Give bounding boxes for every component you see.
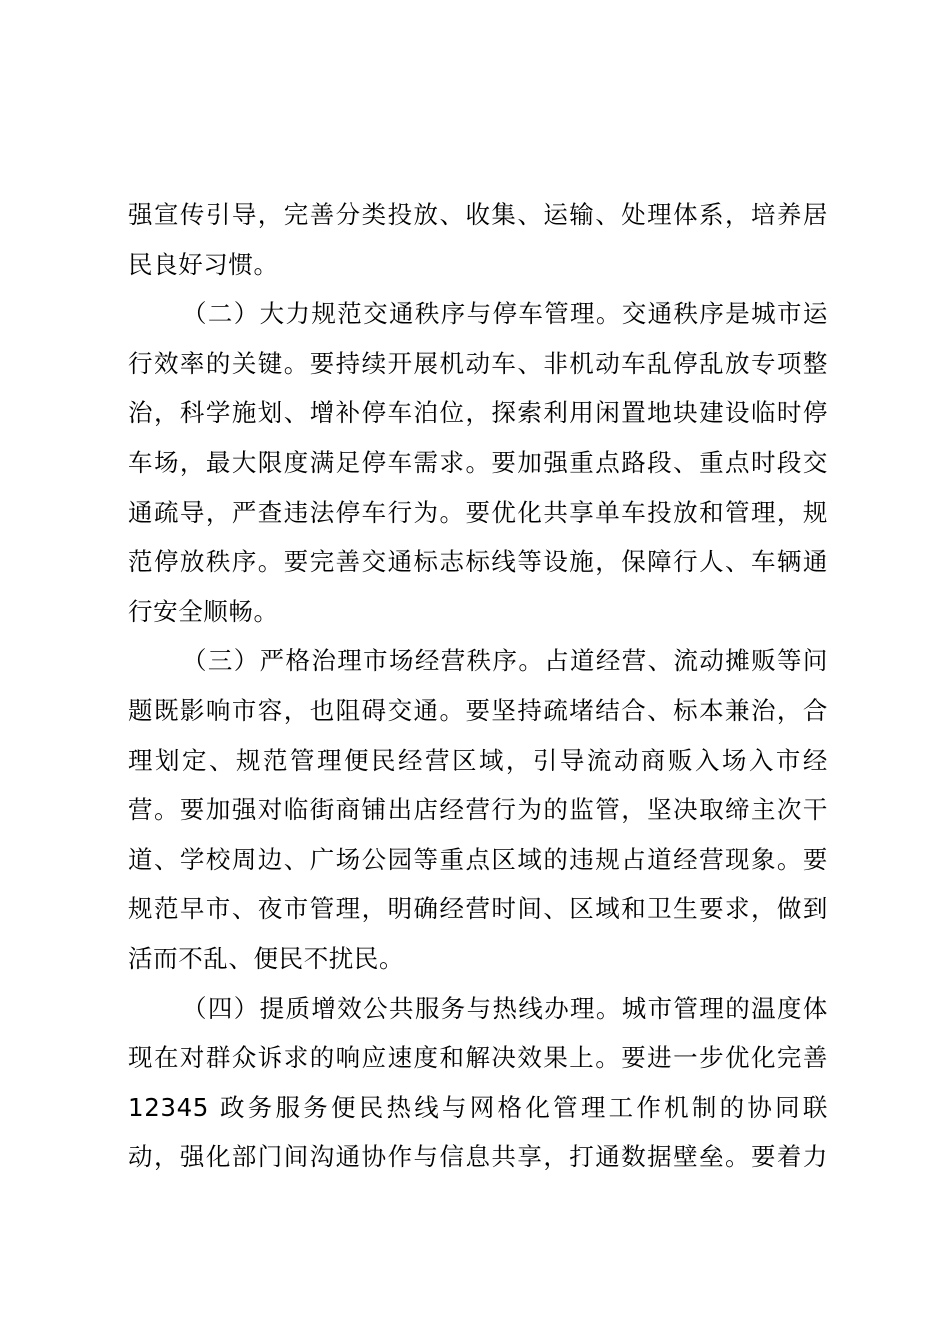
- text-line: 治，科学施划、增补停车泊位，探索利用闲置地块建设临时停: [128, 398, 828, 428]
- text-line: 道、学校周边、广场公园等重点区域的违规占道经营现象。要: [128, 844, 828, 874]
- text-line: 车场，最大限度满足停车需求。要加强重点路段、重点时段交: [128, 447, 828, 477]
- text-line: 通疏导，严查违法停车行为。要优化共享单车投放和管理，规: [128, 497, 828, 527]
- text-line: 12345 政务服务便民热线与网格化管理工作机制的协同联: [128, 1092, 828, 1122]
- text-line: 民良好习惯。: [128, 249, 279, 279]
- text-line: 现在对群众诉求的响应速度和解决效果上。要进一步优化完善: [128, 1043, 828, 1073]
- document-body: [128, 190, 828, 1182]
- section-heading-line: （三）严格治理市场经营秩序。占道经营、流动摊贩等问: [182, 646, 828, 676]
- section-heading-line: （四）提质增效公共服务与热线办理。城市管理的温度体: [182, 993, 828, 1023]
- section-heading-line: （二）大力规范交通秩序与停车管理。交通秩序是城市运: [182, 299, 828, 329]
- text-line: 范停放秩序。要完善交通标志标线等设施，保障行人、车辆通: [128, 547, 828, 577]
- text-line: 行安全顺畅。: [128, 596, 279, 626]
- text-line: 强宣传引导，完善分类投放、收集、运输、处理体系，培养居: [128, 200, 828, 229]
- text-line: 动，强化部门间沟通协作与信息共享，打通数据壁垒。要着力: [128, 1142, 828, 1172]
- text-line: 营。要加强对临街商铺出店经营行为的监管，坚决取缔主次干: [128, 795, 828, 825]
- text-line: 规范早市、夜市管理，明确经营时间、区域和卫生要求，做到: [128, 894, 828, 924]
- text-line: 题既影响市容，也阻碍交通。要坚持疏堵结合、标本兼治，合: [128, 695, 828, 725]
- text-line: 理划定、规范管理便民经营区域，引导流动商贩入场入市经: [128, 745, 828, 775]
- text-line: 行效率的关键。要持续开展机动车、非机动车乱停乱放专项整: [128, 348, 828, 378]
- text-line: 活而不乱、便民不扰民。: [128, 943, 405, 973]
